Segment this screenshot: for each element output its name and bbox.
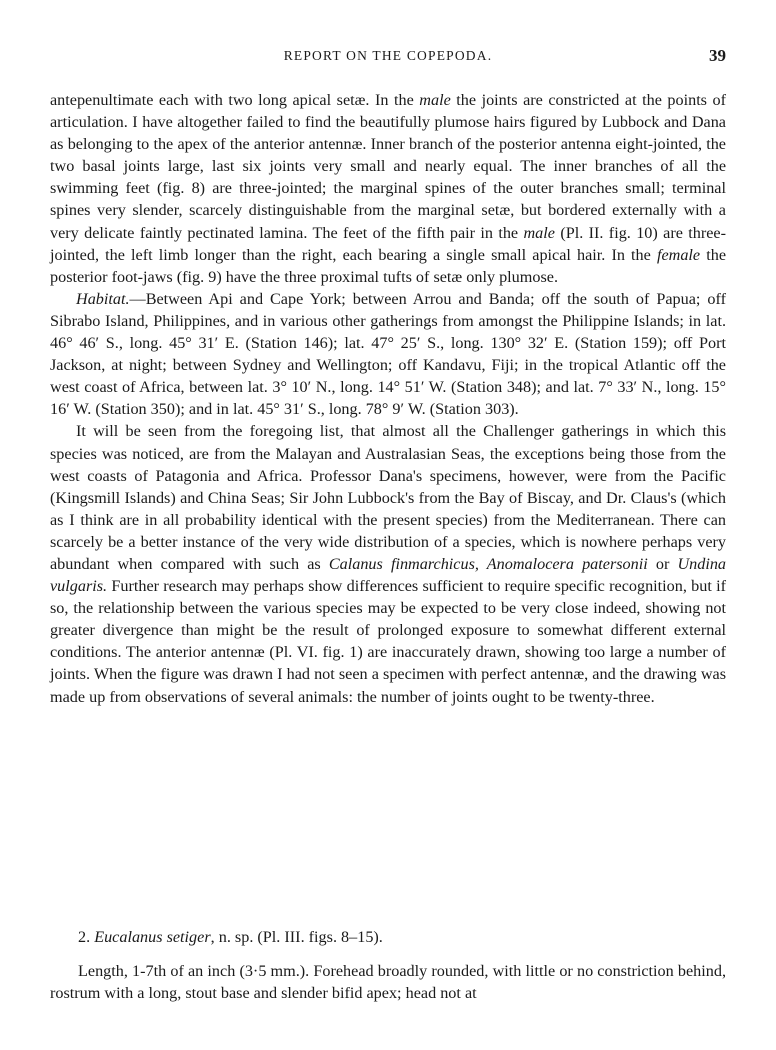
italic-term: male <box>419 91 451 109</box>
italic-species: Undina vulgaris. <box>50 554 727 596</box>
body-text <box>50 89 726 708</box>
section-heading <box>78 928 383 947</box>
running-title: REPORT ON THE COPEPODA. <box>283 48 493 63</box>
text-run: the joints are constricted at the points of articulation. I have altogether failed to find the beautifully plumose hairs figured by Lubbock and Dana as belonging to the apex of the anterior antennæ. Inner branch of the posterior antenna eight-jointed, the two basal joints large, last six joints very small and nearly equal. The inner branches of all the swimming feet (fig. 8) are three-jointed; the marginal spines of the outer branches small; terminal spines very slender, scarcely distinguishable from the marginal setæ, but bordered externally with a very delicate faintly pectinated lamina. The feet of the fifth pair in the <box>50 91 726 242</box>
paragraph-length: Length, 1-7th of an inch (3·5 mm.). Forehead broadly rounded, with little or no constriction behind, rostrum with a long, stout base and slender bifid apex; head not at <box>50 962 726 1003</box>
body-text-continued <box>50 960 726 1004</box>
paragraph-description <box>50 89 726 288</box>
italic-term: male <box>523 223 555 242</box>
text-run: —Between Api and Cape York; between Arrou and Banda; off the south of Papua; off Sibrabo Island, Philippines, and in various other gatherings from amongst the Philippine Islands; in lat. 46° 46′ S., long. 45° 31′ E. (Station 146); lat. 47° 25′ S., long. 130° 32′ E. (Station 159); off Port Jackson, at night; between Sydney and Wellington; off Kandavu, Fiji; in the tropical Atlantic off the west coast of Africa, between lat. 3° 10′ N., long. 14° 51′ W. (Station 348); and lat. 7° 33′ N., long. 15° 16′ W. (Station 350); and in lat. 45° 31′ S., long. 78° 9′ W. (Station 303). <box>50 289 726 419</box>
page-number: 39 <box>709 46 726 65</box>
text-run: It will be seen from the foregoing list, that almost all the Challenger gatherings in which this species was noticed, are from the Malayan and Australasian Seas, the exceptions being those from the west coasts of Patagonia and Africa. Professor Dana's specimens, however, were from the Pacific (Kingsmill Islands) and China Seas; Sir John Lubbock's from the Bay of Biscay, and Dr. Claus's (which as I think are in all probability identical with the present species) from the Mediterranean. There can scarcely be a better instance of the very wide distribution of a species, which is nowhere perhaps very abundant when compared with such as <box>50 422 726 573</box>
running-header <box>50 48 726 70</box>
habitat-label: Habitat. <box>76 289 130 308</box>
paragraph-habitat <box>50 288 726 421</box>
text-run: antepenultimate each with two long apical setæ. In the <box>50 91 420 109</box>
text-run: or <box>647 554 678 573</box>
section-reference: , n. sp. (Pl. III. figs. 8–15). <box>210 928 383 946</box>
text-run: Further research may perhaps show differences sufficient to require specific recognition, but if so, the relationship between the various species may be expected to be very close indeed, showing not greater divergence than might be the result of prolonged exposure to somewhat different external conditions. The anterior antennæ (Pl. VI. fig. 1) are inaccurately drawn, showing too large a number of joints. When the figure was drawn I had not seen a specimen with perfect antennæ, and the drawing was made up from observations of several animals: the number of joints ought to be twenty-three. <box>50 577 726 706</box>
paragraph-distribution <box>50 420 726 707</box>
species-name: Eucalanus setiger <box>94 928 211 946</box>
text-run: (Pl. II. fig. 10) are three-jointed, the left limb longer than the right, each bearing a single small apical hair. In the <box>50 223 727 264</box>
text-run: the posterior foot-jaws (fig. 9) have the three proximal tufts of setæ only plumose. <box>50 245 727 286</box>
italic-species: Calanus finmarchicus, Anomalocera patersonii <box>328 554 648 573</box>
section-number: 2. <box>78 928 95 946</box>
italic-term: female <box>656 245 701 264</box>
